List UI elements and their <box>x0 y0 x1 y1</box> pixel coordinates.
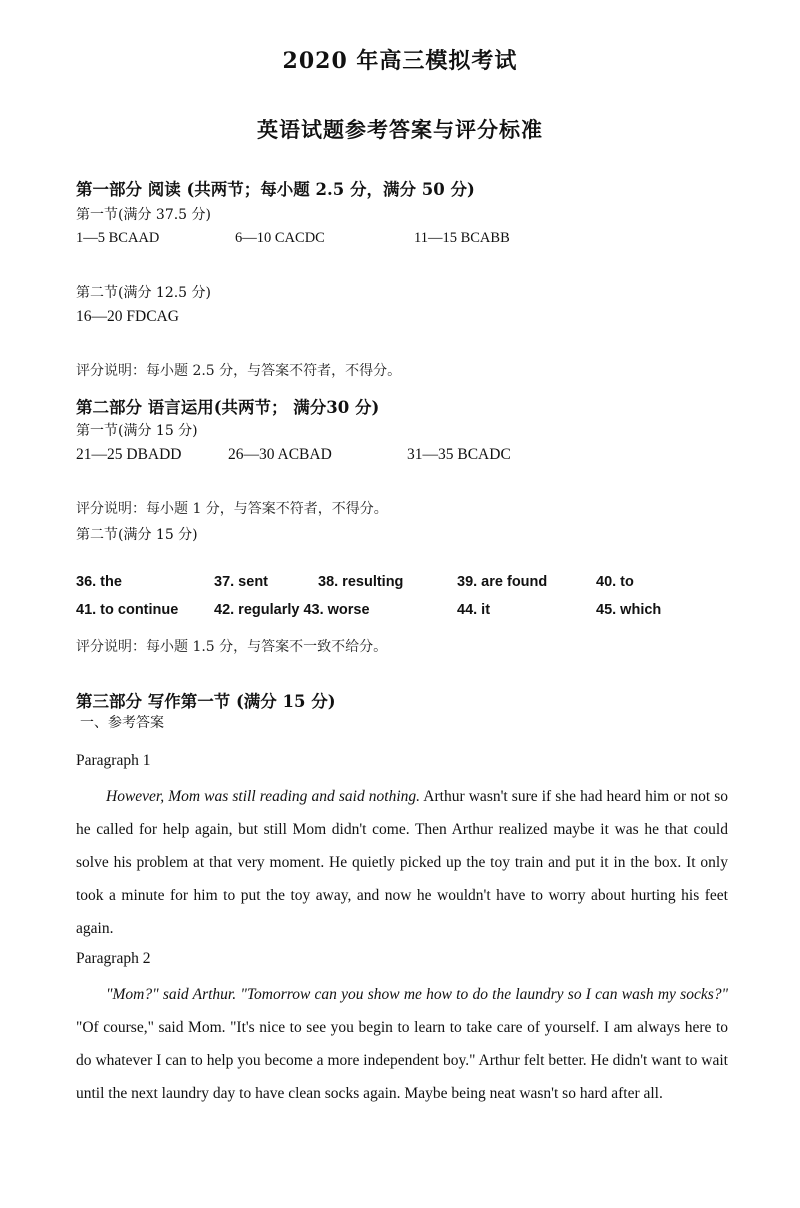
paragraph2-label: Paragraph 2 <box>76 950 151 967</box>
blank-answer: 37. sent <box>214 574 268 590</box>
blank-answer: 40. to <box>596 574 634 590</box>
page-subtitle: 英语试题参考答案与评分标准 <box>257 117 543 142</box>
part2-section1-heading: 第一节(满分 15 分) <box>76 423 198 439</box>
blank-answer: 42. regularly 43. worse <box>214 602 370 618</box>
part2-section2-row1 <box>0 574 800 596</box>
paragraph1-text <box>76 780 728 945</box>
part2-section2-heading: 第二节(满分 15 分) <box>76 527 198 543</box>
part1-section2-heading: 第二节(满分 12.5 分) <box>76 285 211 301</box>
paragraph1-body: Arthur wasn't sure if she had heard him or not so he called for help again, but still Mom didn't come. Then Arthur realized maybe it was he that could solve his problem at that very moment. He quietly picked up the toy train and put it in the box. It only took a minute for him to put the toy away, and now he wouldn't have to worry about hurting his feet again. <box>76 788 729 937</box>
page-title: 2020 年高三模拟考试 <box>282 48 518 74</box>
paragraph1-label: Paragraph 1 <box>76 752 151 769</box>
answer-group: 6—10 CACDC <box>235 230 325 246</box>
part2-scoring-note-1: 评分说明：每小题 1 分，与答案不符者，不得分。 <box>76 501 388 517</box>
blank-answer: 45. which <box>596 602 662 618</box>
paragraph2-text <box>76 978 728 1110</box>
blank-answer: 36. the <box>76 574 122 590</box>
part1-scoring-note: 评分说明：每小题 2.5 分，与答案不符者，不得分。 <box>76 363 402 379</box>
answer-group: 26—30 ACBAD <box>228 446 332 463</box>
part1-section1-answers <box>0 230 800 252</box>
blank-answer: 39. are found <box>457 574 548 590</box>
part3-heading: 第三部分 写作第一节 (满分 15 分) <box>76 692 336 711</box>
blank-answer: 41. to continue <box>76 602 179 618</box>
blank-answer: 38. resulting <box>318 574 404 590</box>
part1-section2-answers: 16—20 FDCAG <box>76 308 179 325</box>
part2-heading: 第二部分 语言运用(共两节； 满分30 分) <box>76 398 380 417</box>
part2-section2-row2 <box>0 602 800 624</box>
answer-group: 1—5 BCAAD <box>76 230 160 246</box>
answer-group: 31—35 BCADC <box>407 446 511 463</box>
part3-subheading: 一、参考答案 <box>80 715 164 731</box>
answer-group: 11—15 BCABB <box>414 230 510 246</box>
part1-heading: 第一部分 阅读 (共两节；每小题 2.5 分，满分 50 分) <box>76 180 475 199</box>
part1-section1-heading: 第一节(满分 37.5 分) <box>76 207 211 223</box>
part2-section1-answers <box>0 446 800 468</box>
paragraph2-opening: "Mom?" said Arthur. "Tomorrow can you show me how to do the laundry so I can wash my socks?" <box>106 986 728 1003</box>
paragraph1-opening: However, Mom was still reading and said nothing. <box>106 788 421 805</box>
answer-group: 21—25 DBADD <box>76 446 182 463</box>
part2-scoring-note-2: 评分说明：每小题 1.5 分，与答案不一致不给分。 <box>76 639 388 655</box>
paragraph2-body: "Of course," said Mom. "It's nice to see you begin to learn to take care of yourself. I am always here to do whatever I can to help you become a more independent boy." Arthur felt better. He didn't want to wait until the next laundry day to have clean socks again. Maybe being neat wasn't so hard after all. <box>76 1019 728 1102</box>
blank-answer: 44. it <box>457 602 491 618</box>
